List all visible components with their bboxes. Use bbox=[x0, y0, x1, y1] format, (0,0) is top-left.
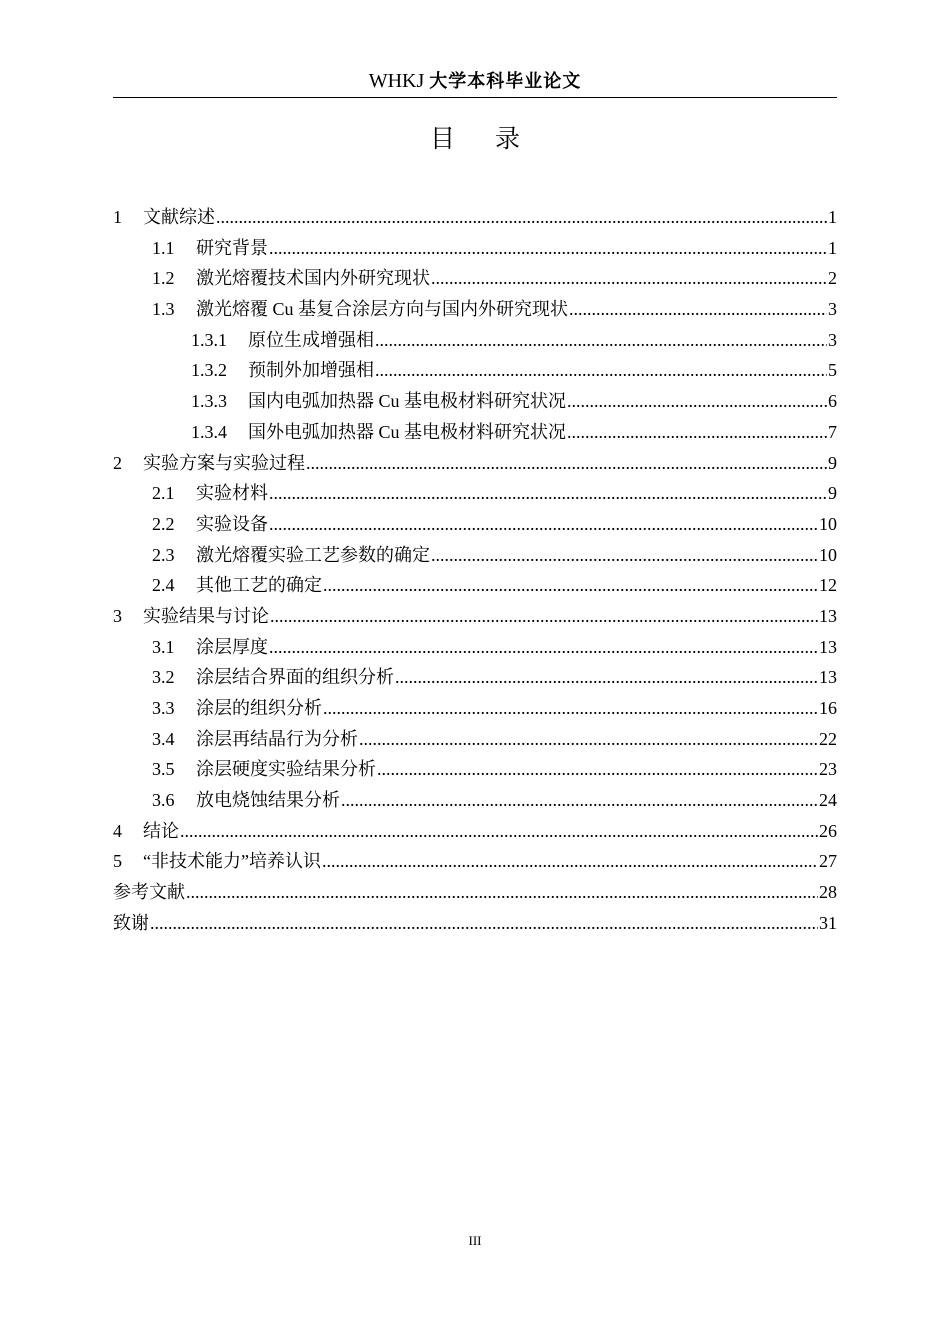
toc-dot-leader bbox=[269, 478, 827, 509]
toc-entry[interactable] bbox=[113, 570, 837, 601]
toc-entry-page: 13 bbox=[819, 667, 837, 688]
toc-dot-leader bbox=[395, 662, 818, 693]
toc-entry[interactable] bbox=[113, 509, 837, 540]
toc-dot-leader bbox=[322, 846, 818, 877]
toc-entry-title: 激光熔覆技术国内外研究现状 bbox=[196, 268, 430, 289]
toc-entry-page: 27 bbox=[819, 851, 837, 872]
toc-entry[interactable] bbox=[113, 233, 837, 264]
toc-entry-page: 9 bbox=[828, 452, 837, 473]
toc-entry-title: 激光熔覆实验工艺参数的确定 bbox=[196, 544, 430, 565]
toc-entry[interactable] bbox=[113, 816, 837, 847]
toc-entry-number: 5 bbox=[113, 851, 122, 872]
toc-entry-title: 实验方案与实验过程 bbox=[143, 452, 305, 473]
toc-dot-leader bbox=[269, 632, 818, 663]
toc-entry[interactable] bbox=[113, 754, 837, 785]
toc-entry[interactable] bbox=[113, 478, 837, 509]
toc-entry-number: 1.1 bbox=[152, 237, 175, 258]
toc-entry[interactable] bbox=[113, 601, 837, 632]
toc-entry-page: 26 bbox=[819, 820, 837, 841]
toc-entry-page: 7 bbox=[828, 421, 837, 442]
toc-entry-number: 3.1 bbox=[152, 636, 175, 657]
page-header bbox=[113, 66, 837, 98]
toc-entry[interactable] bbox=[113, 877, 837, 908]
toc-entry-number: 2.2 bbox=[152, 513, 175, 534]
toc-dot-leader bbox=[377, 754, 818, 785]
toc-dot-leader bbox=[567, 417, 827, 448]
toc-entry[interactable] bbox=[113, 386, 837, 417]
toc-entry-number: 3.6 bbox=[152, 790, 175, 811]
toc-entry-title: 涂层厚度 bbox=[196, 636, 268, 657]
toc-entry-page: 16 bbox=[819, 698, 837, 718]
toc-dot-leader bbox=[269, 233, 827, 264]
toc-entry-title: 实验结果与讨论 bbox=[143, 605, 269, 626]
toc-entry-number: 3.5 bbox=[152, 759, 175, 780]
toc-entry-title: “非技术能力”培养认识 bbox=[143, 851, 321, 872]
toc-title-char-1: 目 bbox=[429, 124, 455, 153]
toc-entry-page: 2 bbox=[828, 268, 837, 289]
toc-entry-page: 3 bbox=[828, 299, 837, 320]
toc-entry[interactable] bbox=[113, 846, 837, 877]
toc-entry[interactable] bbox=[113, 294, 837, 325]
toc-title bbox=[113, 122, 837, 156]
toc-entry-page: 13 bbox=[819, 605, 837, 626]
toc-entry-title: 国内电弧加热器 Cu 基电极材料研究状况 bbox=[248, 391, 567, 412]
toc-entry-title: 预制外加增强相 bbox=[248, 360, 374, 381]
toc-entry-title: 原位生成增强相 bbox=[248, 329, 374, 350]
toc-entry[interactable] bbox=[113, 908, 837, 939]
toc-entry-number: 1 bbox=[113, 207, 122, 227]
toc-entry-title: 参考文献 bbox=[113, 882, 185, 903]
toc-dot-leader bbox=[359, 724, 818, 755]
toc-dot-leader bbox=[375, 325, 827, 356]
toc-entry[interactable] bbox=[113, 263, 837, 294]
toc-entry-page: 23 bbox=[819, 759, 837, 780]
toc-dot-leader bbox=[341, 785, 818, 816]
toc-entry-page: 13 bbox=[819, 636, 837, 657]
toc-entry-title: 文献综述 bbox=[143, 207, 215, 227]
toc-entry-page: 1 bbox=[828, 207, 837, 227]
toc-entry-page: 10 bbox=[819, 513, 837, 534]
toc-entry[interactable] bbox=[113, 662, 837, 693]
toc-dot-leader bbox=[323, 570, 818, 601]
toc-entry-number: 2 bbox=[113, 452, 122, 473]
toc-entry-title: 激光熔覆 Cu 基复合涂层方向与国内外研究现状 bbox=[196, 299, 569, 320]
toc-dot-leader bbox=[567, 386, 827, 417]
header-latin: WHKJ bbox=[368, 70, 425, 92]
toc-dot-leader bbox=[431, 540, 818, 571]
toc-entry-number: 3 bbox=[113, 605, 122, 626]
toc-entry-title: 实验设备 bbox=[196, 513, 268, 534]
toc-entry-number: 2.4 bbox=[152, 575, 175, 596]
toc-entry-number: 1.3 bbox=[152, 299, 175, 320]
toc-entry-title: 涂层再结晶行为分析 bbox=[196, 728, 358, 749]
toc-entry-number: 1.3.2 bbox=[191, 360, 227, 381]
toc-dot-leader bbox=[270, 601, 818, 632]
toc-dot-leader bbox=[150, 908, 818, 939]
toc-entry[interactable] bbox=[113, 202, 837, 233]
toc-dot-leader bbox=[186, 877, 818, 908]
toc-entry-number: 2.1 bbox=[152, 483, 175, 504]
toc-dot-leader bbox=[323, 693, 818, 724]
toc-entry-number: 3.3 bbox=[152, 698, 175, 718]
toc-entry-number: 1.3.4 bbox=[191, 421, 227, 442]
toc-entry-number: 4 bbox=[113, 820, 122, 841]
toc-dot-leader bbox=[569, 294, 827, 325]
toc-entry-title: 涂层的组织分析 bbox=[196, 698, 322, 718]
toc-entry-page: 5 bbox=[828, 360, 837, 381]
toc-dot-leader bbox=[431, 263, 827, 294]
toc-entry-title: 致谢 bbox=[113, 912, 149, 933]
page-number: III bbox=[468, 1233, 482, 1248]
table-of-contents bbox=[113, 202, 837, 939]
toc-entry-title: 涂层结合界面的组织分析 bbox=[196, 667, 394, 688]
toc-entry-page: 12 bbox=[819, 575, 837, 596]
toc-entry-title: 实验材料 bbox=[196, 483, 268, 504]
header-title: 大学本科毕业论文 bbox=[429, 71, 582, 92]
toc-entry-number: 1.2 bbox=[152, 268, 175, 289]
toc-dot-leader bbox=[269, 509, 818, 540]
toc-entry-page: 28 bbox=[819, 882, 837, 903]
toc-entry-number: 3.2 bbox=[152, 667, 175, 688]
toc-entry-page: 3 bbox=[828, 329, 837, 350]
toc-entry-title: 研究背景 bbox=[196, 237, 268, 258]
toc-entry[interactable] bbox=[113, 724, 837, 755]
toc-entry[interactable] bbox=[113, 417, 837, 448]
toc-entry[interactable] bbox=[113, 325, 837, 356]
toc-entry[interactable] bbox=[113, 448, 837, 479]
toc-title-char-2: 录 bbox=[495, 124, 521, 153]
toc-entry[interactable] bbox=[113, 785, 837, 816]
toc-entry-number: 1.3.3 bbox=[191, 391, 227, 412]
toc-entry-number: 3.4 bbox=[152, 728, 175, 749]
toc-entry-number: 1.3.1 bbox=[191, 329, 227, 350]
toc-entry-title: 国外电弧加热器 Cu 基电极材料研究状况 bbox=[248, 421, 567, 442]
toc-entry[interactable] bbox=[113, 355, 837, 386]
toc-entry-page: 22 bbox=[819, 728, 837, 749]
toc-entry-title: 其他工艺的确定 bbox=[196, 575, 322, 596]
toc-entry-page: 24 bbox=[819, 790, 837, 811]
toc-entry-number: 2.3 bbox=[152, 544, 175, 565]
toc-entry-page: 31 bbox=[819, 912, 837, 933]
toc-dot-leader bbox=[306, 448, 827, 479]
toc-dot-leader bbox=[216, 202, 827, 233]
toc-entry-page: 9 bbox=[828, 483, 837, 504]
toc-entry-title: 涂层硬度实验结果分析 bbox=[196, 759, 376, 780]
toc-entry[interactable] bbox=[113, 693, 837, 724]
toc-entry-page: 10 bbox=[819, 544, 837, 565]
toc-entry-page: 1 bbox=[828, 237, 837, 258]
toc-entry-title: 放电烧蚀结果分析 bbox=[196, 790, 340, 811]
toc-dot-leader bbox=[375, 355, 827, 386]
toc-entry-title: 结论 bbox=[143, 820, 179, 841]
toc-entry[interactable] bbox=[113, 540, 837, 571]
toc-dot-leader bbox=[180, 816, 818, 847]
toc-entry-page: 6 bbox=[828, 391, 837, 412]
toc-entry[interactable] bbox=[113, 632, 837, 663]
